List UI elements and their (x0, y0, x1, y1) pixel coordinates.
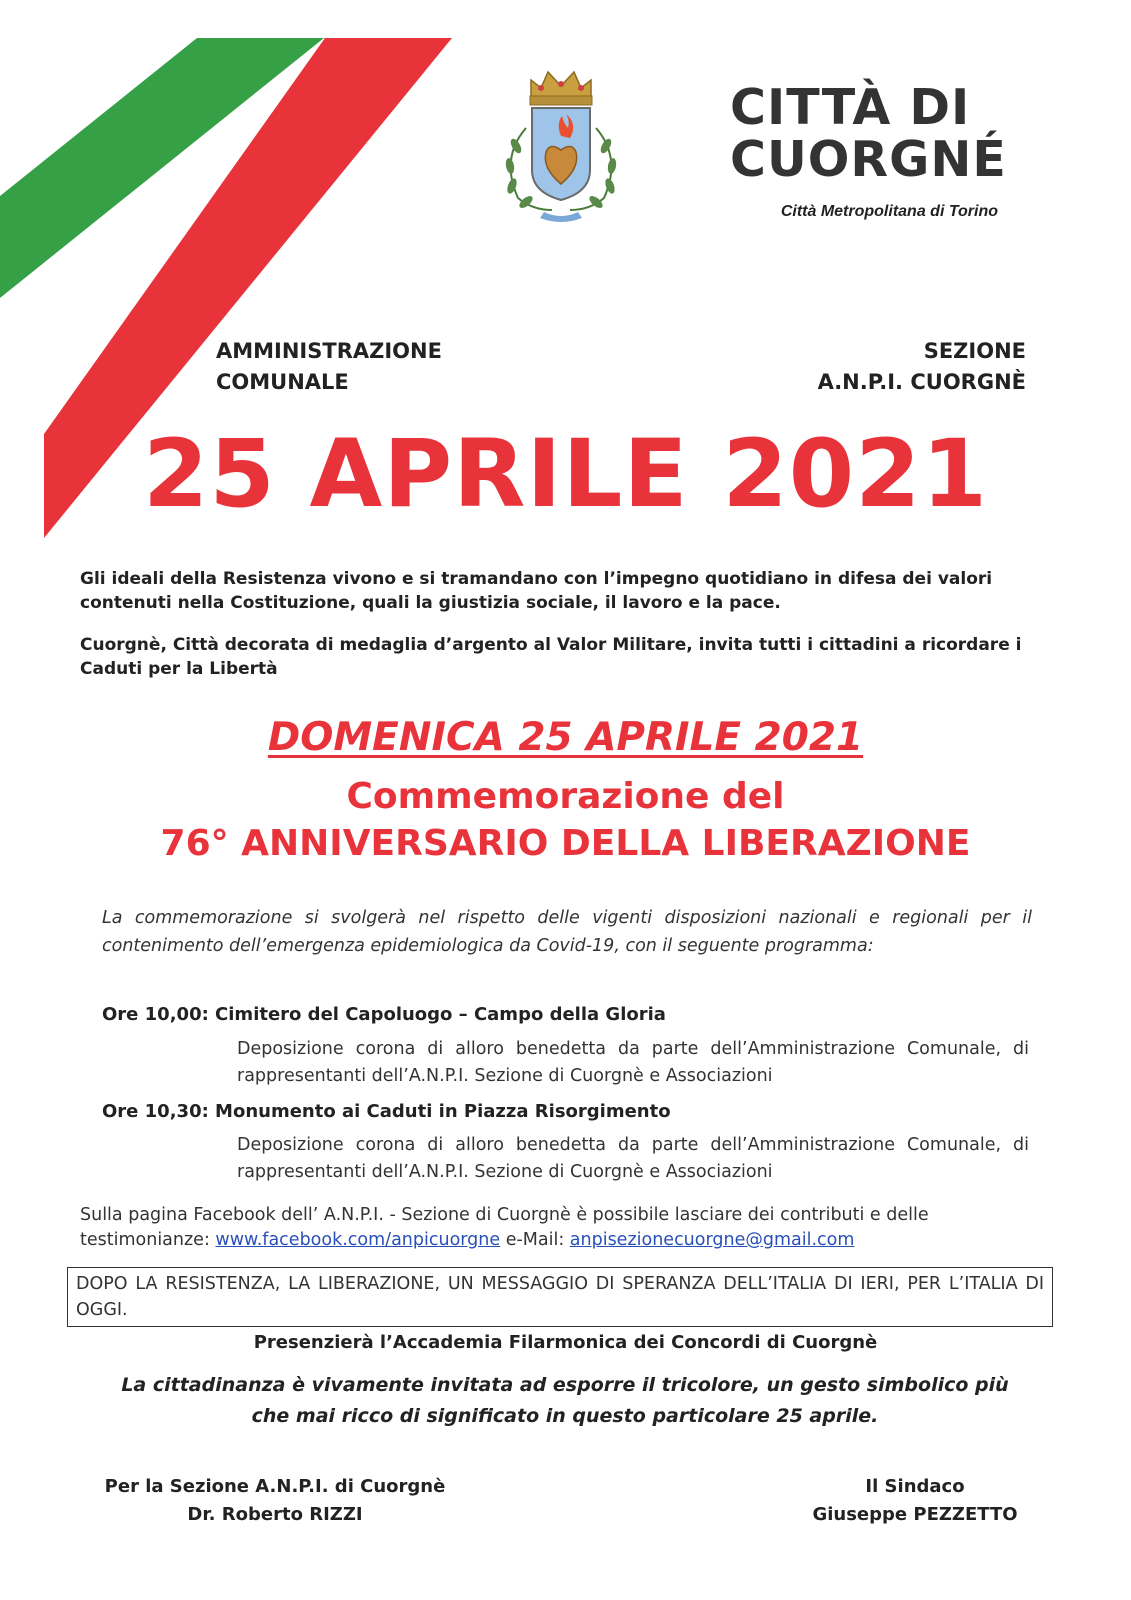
signature-anpi-name: Dr. Roberto RIZZI (187, 1504, 363, 1525)
signature-anpi-role: Per la Sezione A.N.P.I. di Cuorgnè (104, 1476, 446, 1497)
flag-invitation-line1: La cittadinanza è vivamente invitata ad esporre il tricolore, un gesto simbolico più (121, 1374, 1009, 1396)
contacts-paragraph (80, 1203, 1055, 1253)
program-item-2-time: Ore 10,30: Monumento ai Caduti in Piazza Risorgimento (102, 1101, 671, 1122)
city-title-line1: CITTÀ DI (730, 79, 971, 136)
intro-paragraph-1: Gli ideali della Resistenza vivono e si tramandano con l’impegno quotidiano in difesa dei valori contenuti nella Costituzione, quali la giustizia sociale, il lavoro e la pace. (80, 569, 993, 613)
flag-invitation (70, 1370, 1060, 1432)
email-link[interactable]: anpisezionecuorgne@gmail.com (569, 1230, 855, 1250)
signature-anpi (80, 1473, 470, 1529)
anpi-section-line1: SEZIONE (923, 339, 1026, 363)
main-date-title: 25 APRILE 2021 (143, 420, 988, 529)
flag-invitation-line2: che mai ricco di significato in questo particolare 25 aprile. (251, 1405, 879, 1427)
contacts-text: Sulla pagina Facebook dell’ A.N.P.I. - Sezione di Cuorgnè è possibile lasciare dei contributi e delle testimonianze: (80, 1205, 929, 1250)
program-item-1-time: Ore 10,00: Cimitero del Capoluogo – Campo della Gloria (102, 1004, 666, 1025)
facebook-link[interactable]: www.facebook.com/anpicuorgne (215, 1230, 501, 1250)
ribbon-icon (540, 212, 582, 222)
signature-mayor (790, 1473, 1040, 1529)
intro-paragraph-2: Cuorgnè, Città decorata di medaglia d’argento al Valor Militare, invita tutti i cittadini a ricordare i Caduti per la Libertà (80, 635, 1022, 679)
anpi-section-line2: A.N.P.I. CUORGNÈ (817, 370, 1026, 394)
administration-label (216, 336, 442, 398)
program-item-2-description: Deposizione corona di alloro benedetta da parte dell’Amministrazione Comunale, di rappresentanti dell’A.N.P.I. Sezione di Cuorgnè e Associazioni (237, 1135, 1029, 1182)
quote-box: DOPO LA RESISTENZA, LA LIBERAZIONE, UN MESSAGGIO DI SPERANZA DELL’ITALIA DI IERI, PER L’ITALIA DI OGGI. (67, 1267, 1053, 1327)
commemoration-line1: Commemorazione del (346, 776, 785, 817)
signature-mayor-name: Giuseppe PEZZETTO (812, 1504, 1018, 1525)
signature-mayor-role: Il Sindaco (865, 1476, 965, 1497)
program-item-1-description: Deposizione corona di alloro benedetta da parte dell’Amministrazione Comunale, di rappresentanti dell’A.N.P.I. Sezione di Cuorgnè e Associazioni (237, 1039, 1029, 1086)
city-subtitle: Città Metropolitana di Torino (780, 203, 998, 220)
program-note: La commemorazione si svolgerà nel rispetto delle vigenti disposizioni nazionali e regionali per il contenimento dell’emergenza epidemiologica da Covid-19, con il seguente programma: (102, 908, 1032, 956)
crown-icon (530, 72, 592, 105)
administration-line2: COMUNALE (216, 370, 349, 394)
academy-note: Presenzierà l’Accademia Filarmonica dei Concordi di Cuorgnè (253, 1332, 878, 1353)
city-title (730, 79, 1007, 188)
anpi-section-label (700, 336, 1026, 398)
commemoration-heading (0, 773, 1131, 867)
email-label: e-Mail: (500, 1230, 570, 1250)
administration-line1: AMMINISTRAZIONE (216, 339, 442, 363)
commemoration-line2: 76° ANNIVERSARIO DELLA LIBERAZIONE (160, 823, 971, 864)
coat-of-arms-emblem (486, 58, 636, 228)
event-date-heading: DOMENICA 25 APRILE 2021 (267, 715, 864, 760)
city-title-line2: CUORGNÉ (730, 131, 1007, 188)
